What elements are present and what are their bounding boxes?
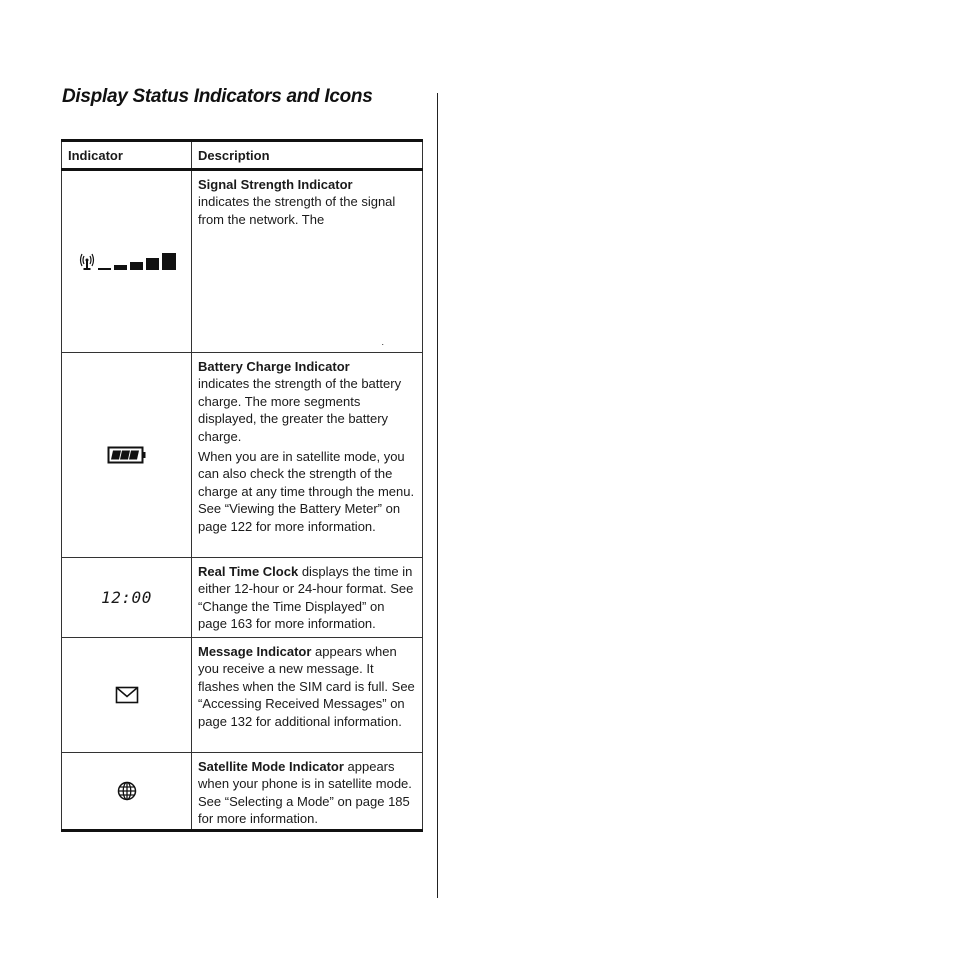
column-divider [437, 93, 438, 898]
indicator-description: appears when you receive a new message. It flashes when the SIM card is full. See “Accessing Received Messages” on page 132 for additional information. [198, 644, 415, 729]
indicator-description: appears when your phone is in satellite mode. See “Selecting a Mode” on page 185 for more information. [198, 759, 412, 827]
trailing-mark: . [381, 337, 384, 348]
signal-strength-icon [77, 253, 177, 270]
indicator-description: indicates the strength of the signal from the network. The [198, 194, 396, 227]
table-row [62, 170, 423, 353]
indicator-cell [62, 558, 192, 638]
indicator-cell [62, 753, 192, 831]
description-cell [192, 170, 423, 353]
indicator-cell [62, 638, 192, 753]
battery-charge-icon [107, 446, 147, 463]
table-row [62, 753, 423, 831]
description-column-header: Description [192, 141, 423, 170]
table-header-row [62, 141, 423, 170]
indicator-description: indicates the strength of the battery charge. The more segments displayed, the greater the battery charge. [198, 376, 402, 444]
indicator-cell [62, 353, 192, 558]
indicator-table [61, 139, 423, 832]
page-title: Display Status Indicators and Icons [62, 86, 373, 107]
description-cell [192, 638, 423, 753]
indicator-cell [62, 170, 192, 353]
indicator-name: Battery Charge Indicator [198, 359, 350, 374]
indicator-column-header: Indicator [62, 141, 192, 170]
description-cell [192, 558, 423, 638]
envelope-icon [115, 686, 139, 703]
table-row [62, 353, 423, 558]
clock-icon: 12:00 [101, 587, 152, 607]
table-row [62, 638, 423, 753]
indicator-name: Signal Strength Indicator [198, 177, 353, 192]
description-cell [192, 753, 423, 831]
globe-icon [117, 782, 137, 799]
description-cell [192, 353, 423, 558]
indicator-name: Satellite Mode Indicator [198, 759, 344, 774]
table-row [62, 558, 423, 638]
indicator-name: Message Indicator [198, 644, 312, 659]
indicator-description: displays the time in either 12-hour or 24-hour format. See “Change the Time Displayed” on page 163 for more information. [198, 564, 414, 632]
indicator-name: Real Time Clock [198, 564, 299, 579]
indicator-description-extra: When you are in satellite mode, you can also check the strength of the charge at any time through the menu. See “Viewing the Battery Meter” on page 122 for more information. [198, 449, 415, 534]
